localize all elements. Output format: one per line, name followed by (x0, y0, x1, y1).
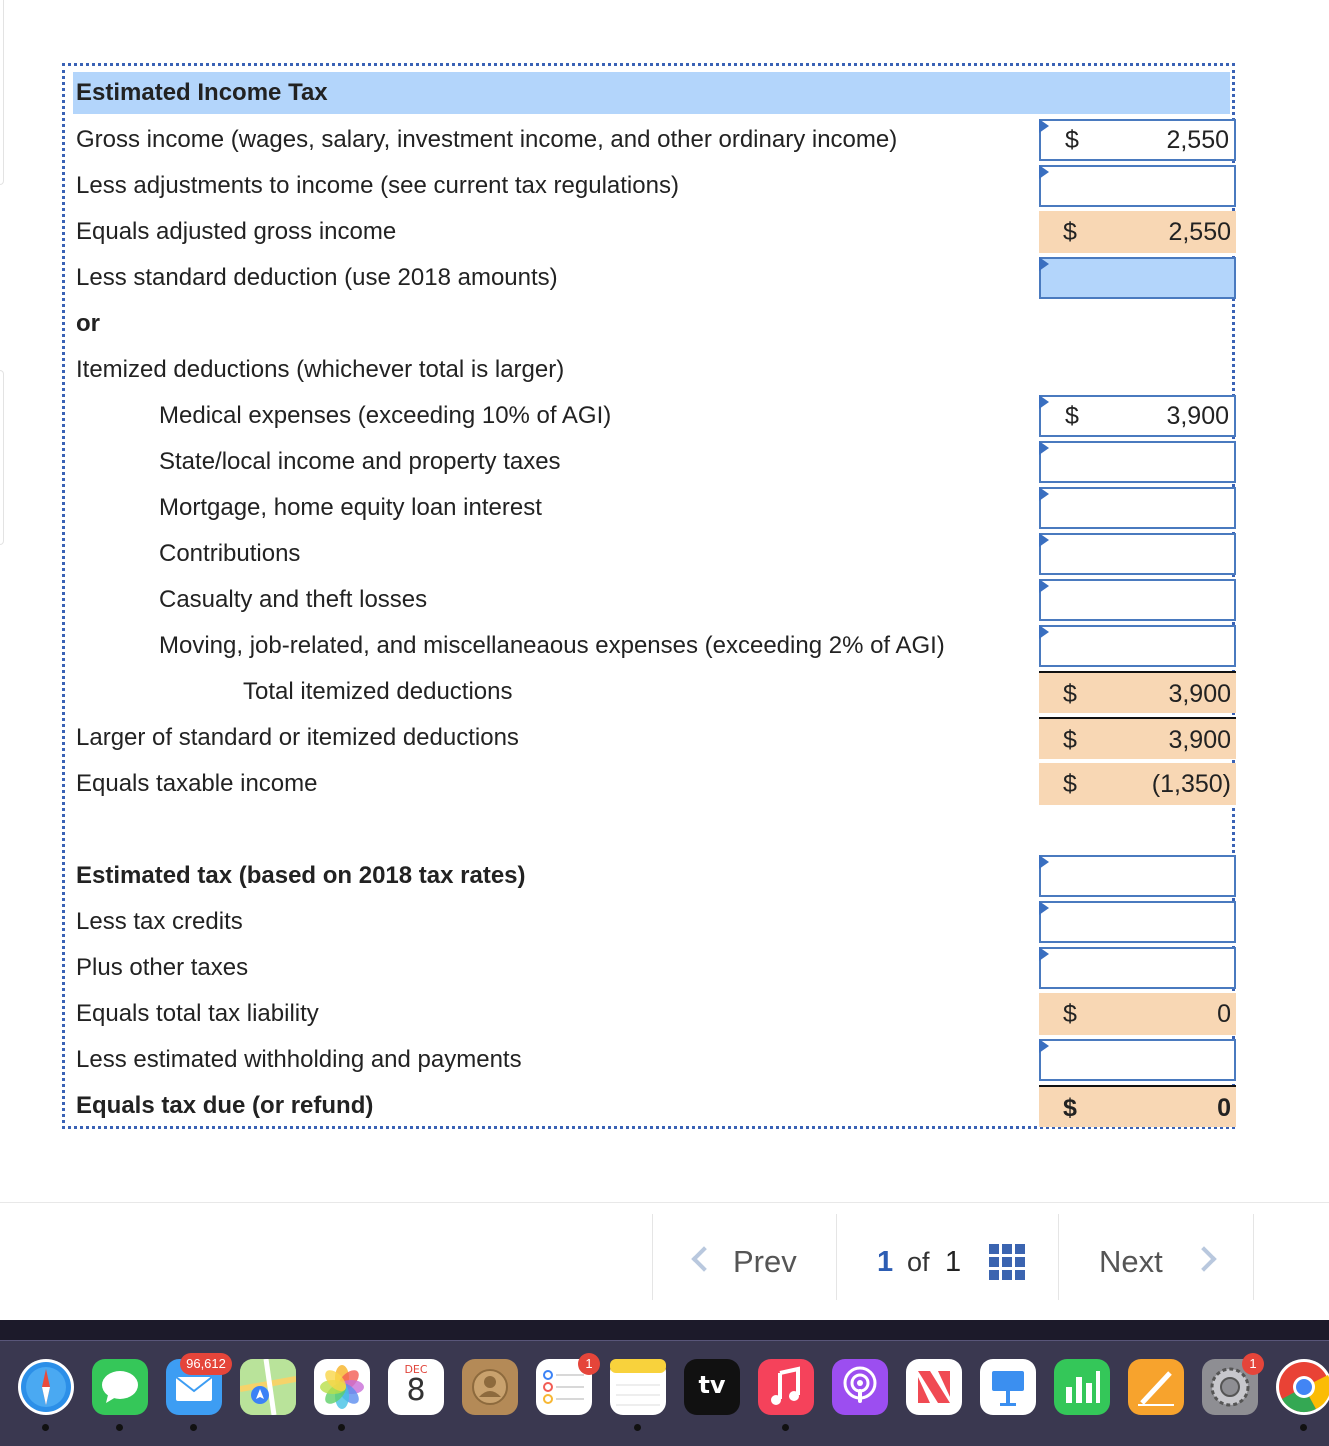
next-button[interactable] (1058, 1214, 1254, 1300)
currency-symbol: $ (1063, 1000, 1077, 1028)
larger-deduction-value (1039, 717, 1236, 759)
row-adjustments (73, 163, 1230, 209)
total-itemized-value (1039, 671, 1236, 713)
currency-symbol: $ (1063, 218, 1077, 246)
chrome-icon[interactable] (1276, 1359, 1329, 1415)
row-label: Moving, job-related, and miscellaneaous expenses (exceeding 2% of AGI) (159, 632, 945, 659)
withholding-input[interactable] (1039, 1039, 1236, 1081)
page-indicator[interactable] (836, 1214, 1058, 1300)
row-label: State/local income and property taxes (159, 448, 561, 475)
row-label: Less adjustments to income (see current tax regulations) (76, 172, 679, 199)
state-local-taxes-input[interactable] (1039, 441, 1236, 483)
calendar-icon[interactable] (388, 1359, 444, 1415)
cell-value: 3,900 (1168, 680, 1231, 708)
running-indicator (634, 1424, 641, 1431)
numbers-icon[interactable] (1054, 1359, 1110, 1415)
casualty-losses-input[interactable] (1039, 579, 1236, 621)
cell-value: 0 (1217, 1094, 1231, 1122)
running-indicator (116, 1424, 123, 1431)
cell-value: 0 (1217, 1000, 1231, 1028)
row-label: Plus other taxes (76, 954, 249, 981)
cell-flag-icon (1039, 395, 1049, 409)
row-label: Larger of standard or itemized deductions (76, 724, 519, 751)
row-total-itemized (73, 669, 1230, 715)
tax-due-value (1039, 1085, 1236, 1127)
mortgage-interest-input[interactable] (1039, 487, 1236, 529)
cell-flag-icon (1039, 119, 1049, 133)
row-tax-credits (73, 899, 1230, 945)
music-icon[interactable] (758, 1359, 814, 1415)
cell-value: 2,550 (1168, 218, 1231, 246)
row-medical-expenses (73, 393, 1230, 439)
messages-icon[interactable] (92, 1359, 148, 1415)
settings-badge: 1 (1242, 1353, 1264, 1375)
row-tax-due (73, 1083, 1230, 1129)
safari-icon[interactable] (18, 1359, 74, 1415)
estimated-tax-input[interactable] (1039, 855, 1236, 897)
medical-expenses-input[interactable] (1039, 395, 1236, 437)
row-label: Equals tax due (or refund) (76, 1092, 374, 1119)
currency-symbol: $ (1065, 126, 1079, 154)
cell-flag-icon (1039, 487, 1049, 501)
chevron-right-icon (1191, 1246, 1216, 1271)
currency-symbol: $ (1063, 770, 1077, 798)
macos-dock (0, 1340, 1329, 1446)
contacts-icon[interactable] (462, 1359, 518, 1415)
row-label: or (76, 310, 100, 337)
running-indicator (338, 1424, 345, 1431)
currency-symbol: $ (1063, 1094, 1077, 1122)
row-mortgage-interest (73, 485, 1230, 531)
chevron-left-icon (691, 1246, 716, 1271)
row-label: Less tax credits (76, 908, 243, 935)
row-adjusted-gross-income (73, 209, 1230, 255)
cell-value: (1,350) (1151, 770, 1231, 798)
total-pages: 1 (945, 1246, 962, 1278)
prev-label: Prev (733, 1244, 797, 1279)
calendar-month: DEC (404, 1363, 428, 1376)
other-taxes-input[interactable] (1039, 947, 1236, 989)
row-label: Casualty and theft losses (159, 586, 428, 613)
footer-divider (0, 1202, 1329, 1203)
row-label: Equals adjusted gross income (76, 218, 397, 245)
row-withholding (73, 1037, 1230, 1083)
adjusted-gross-income-value (1039, 211, 1236, 253)
worksheet-header (73, 72, 1230, 114)
notes-icon[interactable] (610, 1359, 666, 1415)
photos-icon[interactable] (314, 1359, 370, 1415)
reminders-badge: 1 (578, 1353, 600, 1375)
adjustments-input[interactable] (1039, 165, 1236, 207)
row-label: Total itemized deductions (243, 678, 513, 705)
row-label: Mortgage, home equity loan interest (159, 494, 542, 521)
row-label: Gross income (wages, salary, investment income, and other ordinary income) (76, 126, 898, 153)
cell-flag-icon (1039, 1039, 1049, 1053)
row-label: Less standard deduction (use 2018 amounts) (76, 264, 558, 291)
page-of-label: of (907, 1247, 930, 1277)
mail-badge: 96,612 (180, 1353, 232, 1375)
standard-deduction-input[interactable] (1039, 257, 1236, 299)
cell-flag-icon (1039, 901, 1049, 915)
row-standard-deduction (73, 255, 1230, 301)
row-total-tax-liability (73, 991, 1230, 1037)
cell-value: 3,900 (1166, 402, 1229, 430)
grid-view-icon[interactable] (989, 1244, 1025, 1280)
running-indicator (190, 1424, 197, 1431)
row-larger-deduction (73, 715, 1230, 761)
moving-expenses-input[interactable] (1039, 625, 1236, 667)
tax-credits-input[interactable] (1039, 901, 1236, 943)
row-contributions (73, 531, 1230, 577)
row-state-local-taxes (73, 439, 1230, 485)
row-gross-income (73, 117, 1230, 163)
dock-backdrop (0, 1320, 1329, 1340)
prev-button[interactable] (652, 1214, 836, 1300)
row-moving-expenses (73, 623, 1230, 669)
taxable-income-value (1039, 763, 1236, 805)
row-or (73, 301, 1230, 347)
row-taxable-income (73, 761, 1230, 807)
cell-flag-icon (1039, 625, 1049, 639)
row-casualty-losses (73, 577, 1230, 623)
cell-flag-icon (1039, 441, 1049, 455)
cell-value: 3,900 (1168, 726, 1231, 754)
row-label: Itemized deductions (whichever total is larger) (76, 356, 565, 383)
current-page: 1 (877, 1246, 894, 1278)
left-panel-edge (0, 0, 4, 185)
row-label: Contributions (159, 540, 301, 567)
total-tax-liability-value (1039, 993, 1236, 1035)
cell-flag-icon (1039, 165, 1049, 179)
gross-income-input[interactable] (1039, 119, 1236, 161)
row-label: Less estimated withholding and payments (76, 1046, 522, 1073)
cell-flag-icon (1039, 947, 1049, 961)
row-label: Estimated tax (based on 2018 tax rates) (76, 862, 526, 889)
contributions-input[interactable] (1039, 533, 1236, 575)
maps-icon[interactable] (240, 1359, 296, 1415)
row-label: Equals taxable income (76, 770, 318, 797)
cell-value: 2,550 (1166, 126, 1229, 154)
row-estimated-tax (73, 853, 1230, 899)
row-itemized-heading (73, 347, 1230, 393)
running-indicator (1300, 1424, 1307, 1431)
income-tax-worksheet (62, 63, 1235, 1129)
currency-symbol: $ (1063, 680, 1077, 708)
tv-label: tv (698, 1371, 726, 1399)
calendar-day: 8 (406, 1373, 426, 1408)
cell-flag-icon (1039, 533, 1049, 547)
left-panel-tab (0, 370, 4, 545)
podcasts-icon[interactable] (832, 1359, 888, 1415)
news-icon[interactable] (906, 1359, 962, 1415)
currency-symbol: $ (1065, 402, 1079, 430)
running-indicator (42, 1424, 49, 1431)
worksheet-title: Estimated Income Tax (76, 79, 328, 106)
tv-icon[interactable] (684, 1359, 740, 1415)
next-label: Next (1099, 1244, 1163, 1279)
cell-flag-icon (1039, 257, 1049, 271)
running-indicator (782, 1424, 789, 1431)
pages-icon[interactable] (1128, 1359, 1184, 1415)
row-other-taxes (73, 945, 1230, 991)
row-label: Medical expenses (exceeding 10% of AGI) (159, 402, 612, 429)
row-label: Equals total tax liability (76, 1000, 319, 1027)
keynote-icon[interactable] (980, 1359, 1036, 1415)
pagination-bar (0, 1214, 1329, 1300)
cell-flag-icon (1039, 855, 1049, 869)
cell-flag-icon (1039, 579, 1049, 593)
currency-symbol: $ (1063, 726, 1077, 754)
